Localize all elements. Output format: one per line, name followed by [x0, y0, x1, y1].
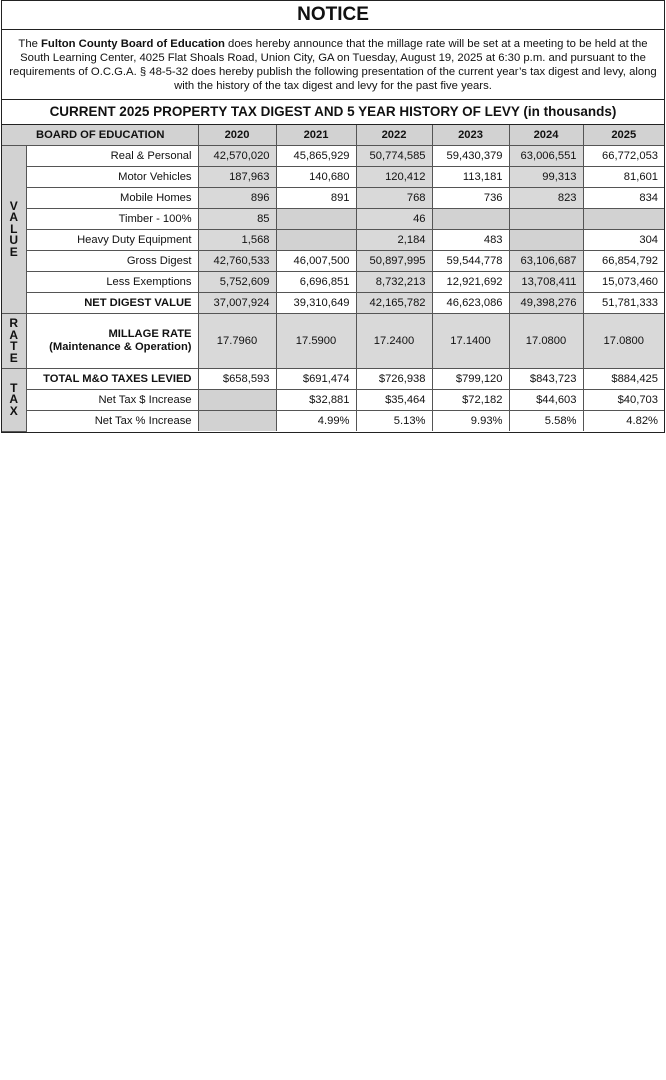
side-letter: R — [9, 316, 19, 330]
value-cell — [583, 209, 664, 230]
value-cell: 39,310,649 — [276, 293, 356, 314]
header-year: 2025 — [583, 125, 664, 146]
value-cell: $72,182 — [432, 390, 509, 411]
value-cell: 736 — [432, 188, 509, 209]
value-cell: $884,425 — [583, 369, 664, 390]
table-row — [2, 272, 664, 293]
millage-label: MILLAGE RATE — [108, 328, 192, 340]
value-cell: 99,313 — [509, 167, 583, 188]
value-cell: 85 — [198, 209, 276, 230]
value-cell — [509, 209, 583, 230]
value-cell: 66,854,792 — [583, 251, 664, 272]
value-cell: 896 — [198, 188, 276, 209]
tax-digest-table — [2, 125, 664, 432]
row-label: Timber - 100% — [26, 209, 198, 230]
value-cell: $44,603 — [509, 390, 583, 411]
intro-prefix: The — [18, 38, 42, 50]
value-cell: 42,570,020 — [198, 146, 276, 167]
value-cell: $35,464 — [356, 390, 432, 411]
value-cell: 66,772,053 — [583, 146, 664, 167]
value-cell — [198, 390, 276, 411]
legal-notice — [1, 0, 665, 433]
header-year: 2022 — [356, 125, 432, 146]
value-cell: 17.0800 — [583, 314, 664, 369]
side-letter: E — [9, 244, 18, 259]
value-cell: 17.7960 — [198, 314, 276, 369]
value-cell — [276, 209, 356, 230]
value-cell: 768 — [356, 188, 432, 209]
value-cell: 17.2400 — [356, 314, 432, 369]
row-label: Less Exemptions — [26, 272, 198, 293]
row-label: NET DIGEST VALUE — [26, 293, 198, 314]
value-cell: 50,897,995 — [356, 251, 432, 272]
value-cell: 5.58% — [509, 411, 583, 432]
value-cell: 120,412 — [356, 167, 432, 188]
value-cell: 140,680 — [276, 167, 356, 188]
notice-intro — [2, 30, 664, 100]
value-cell: 483 — [432, 230, 509, 251]
row-label: Motor Vehicles — [26, 167, 198, 188]
value-cell: 46,623,086 — [432, 293, 509, 314]
value-cell: 46,007,500 — [276, 251, 356, 272]
value-cell: 6,696,851 — [276, 272, 356, 293]
row-label: Real & Personal — [26, 146, 198, 167]
value-cell: 46 — [356, 209, 432, 230]
value-cell: 12,921,692 — [432, 272, 509, 293]
millage-sublabel: (Maintenance & Operation) — [49, 341, 192, 353]
value-cell: 45,865,929 — [276, 146, 356, 167]
row-label: Gross Digest — [26, 251, 198, 272]
value-cell: 81,601 — [583, 167, 664, 188]
value-cell: $658,593 — [198, 369, 276, 390]
table-row — [2, 146, 664, 167]
value-cell: 13,708,411 — [509, 272, 583, 293]
value-cell: 37,007,924 — [198, 293, 276, 314]
value-cell — [432, 209, 509, 230]
side-letter: A — [9, 210, 19, 225]
row-label: Mobile Homes — [26, 188, 198, 209]
value-cell: 59,544,778 — [432, 251, 509, 272]
header-year: 2023 — [432, 125, 509, 146]
table-title: CURRENT 2025 PROPERTY TAX DIGEST AND 5 YEAR HISTORY OF LEVY (in thousands) — [2, 100, 664, 125]
value-cell — [509, 230, 583, 251]
value-cell: 42,165,782 — [356, 293, 432, 314]
value-cell: 5.13% — [356, 411, 432, 432]
side-letter: L — [10, 221, 18, 236]
value-cell: 1,568 — [198, 230, 276, 251]
value-cell: 17.5900 — [276, 314, 356, 369]
value-cell: 9.93% — [432, 411, 509, 432]
value-cell: 187,963 — [198, 167, 276, 188]
value-cell: 891 — [276, 188, 356, 209]
header-board-label: BOARD OF EDUCATION — [2, 125, 198, 146]
value-cell: 50,774,585 — [356, 146, 432, 167]
row-label — [26, 314, 198, 369]
value-cell: $691,474 — [276, 369, 356, 390]
value-cell: 8,732,213 — [356, 272, 432, 293]
value-cell: 15,073,460 — [583, 272, 664, 293]
side-label-rate — [2, 314, 26, 369]
side-label-tax — [2, 369, 26, 432]
value-cell — [198, 411, 276, 432]
total-levied-row — [2, 369, 664, 390]
table-row — [2, 251, 664, 272]
side-letter: X — [9, 403, 18, 418]
net-tax-increase-row — [2, 390, 664, 411]
side-letter: T — [10, 339, 18, 353]
value-cell: $726,938 — [356, 369, 432, 390]
row-label: Net Tax $ Increase — [26, 390, 198, 411]
side-letter: V — [9, 198, 18, 213]
value-cell: 17.1400 — [432, 314, 509, 369]
value-cell: 834 — [583, 188, 664, 209]
value-cell: 17.0800 — [509, 314, 583, 369]
value-cell: 4.99% — [276, 411, 356, 432]
value-cell: 823 — [509, 188, 583, 209]
table-row — [2, 209, 664, 230]
header-year: 2020 — [198, 125, 276, 146]
net-tax-pct-row — [2, 411, 664, 432]
value-cell: $843,723 — [509, 369, 583, 390]
value-cell: 51,781,333 — [583, 293, 664, 314]
millage-rate-row — [2, 314, 664, 369]
value-cell — [276, 230, 356, 251]
value-cell: 49,398,276 — [509, 293, 583, 314]
row-label: Heavy Duty Equipment — [26, 230, 198, 251]
value-cell: 42,760,533 — [198, 251, 276, 272]
value-cell: 2,184 — [356, 230, 432, 251]
header-year: 2024 — [509, 125, 583, 146]
side-letter: A — [9, 327, 19, 342]
value-cell: $32,881 — [276, 390, 356, 411]
value-cell: 63,006,551 — [509, 146, 583, 167]
row-label: TOTAL M&O TAXES LEVIED — [26, 369, 198, 390]
net-digest-row — [2, 293, 664, 314]
side-letter: T — [10, 380, 18, 395]
side-label-value — [2, 146, 26, 314]
value-cell: $40,703 — [583, 390, 664, 411]
table-row — [2, 188, 664, 209]
value-cell: 113,181 — [432, 167, 509, 188]
side-letter: U — [9, 233, 19, 248]
table-row — [2, 167, 664, 188]
intro-body: does hereby announce that the millage rate will be set at a meeting to be held at the South Learning Center, 4025 Flat Shoals Road, Union City, GA on Tuesday, August 19, 2025 at 6:30 p.m. and pursuant to the requirements of O.C.G.A. § 48-5-32 does hereby publish the following presentation of the current year’s tax digest and levy, along with the history of the tax digest and levy for the past five years. — [9, 38, 657, 92]
row-label: Net Tax % Increase — [26, 411, 198, 432]
notice-title: NOTICE — [2, 1, 664, 30]
value-cell: 5,752,609 — [198, 272, 276, 293]
header-year: 2021 — [276, 125, 356, 146]
side-letter: E — [9, 350, 18, 365]
value-cell: 4.82% — [583, 411, 664, 432]
value-cell: 304 — [583, 230, 664, 251]
value-cell: 63,106,687 — [509, 251, 583, 272]
value-cell: $799,120 — [432, 369, 509, 390]
table-row — [2, 230, 664, 251]
side-letter: A — [9, 392, 19, 406]
header-row — [2, 125, 664, 146]
value-cell: 59,430,379 — [432, 146, 509, 167]
intro-entity: Fulton County Board of Education — [41, 38, 225, 50]
